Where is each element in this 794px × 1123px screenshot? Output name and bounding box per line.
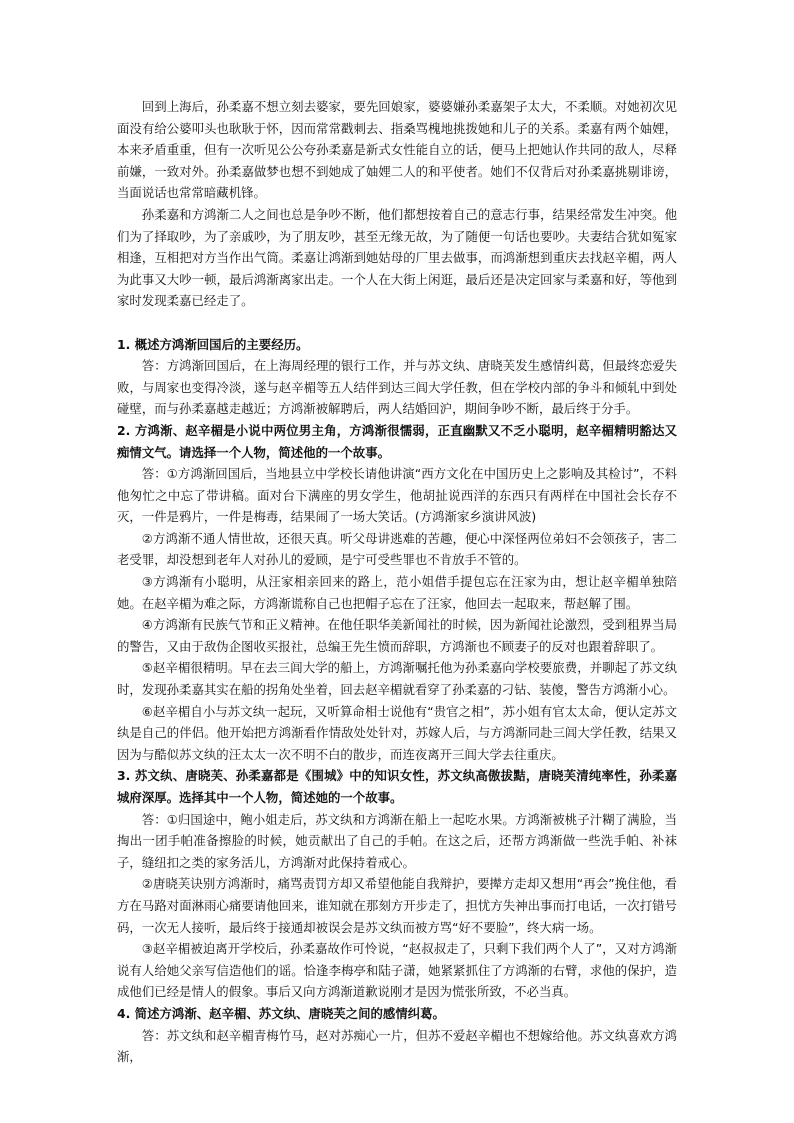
question-4: 4. 简述方鸿渐、赵辛楣、苏文纨、唐晓芙之间的感情纠葛。 [117, 1005, 445, 1021]
answer-4-1: 答：苏文纨和赵辛楣青梅竹马，赵对苏痴心一片，但苏不爱赵辛楣也不想嫁给他。苏文纨喜欢方鸿渐， [117, 1027, 677, 1065]
intro-paragraph-2: 孙柔嘉和方鸿渐二人之间也总是争吵不断，他们都想按着自己的意志行事，结果经常发生冲突。他们为了择取吵，为了亲戚吵，为了朋友吵，甚至无缘无故，为了随便一句话也要吵。夫妻结合犹如冤家相逢，互相把对方当作出气筒。柔嘉让鸿渐到她姑母的厂里去做事，而鸿渐想到重庆去找赵辛楣，两人为此事又大吵一顿，最后鸿渐离家出走。一个人在大街上闲逛，最后还是决定回家与柔嘉和好，等他到家时发现柔嘉已经走了。 [117, 206, 677, 309]
spacer [117, 312, 677, 334]
intro-paragraph-1: 回到上海后，孙柔嘉不想立刻去婆家，要先回娘家，婆婆嫌孙柔嘉架子太大，不柔顺。对她初次见面没有给公婆叩头也耿耿于怀，因而常常戳刺去、指桑骂槐地挑拨她和儿子的关系。柔嘉有两个妯娌，本来矛盾重重，但有一次听见公公夸孙柔嘉是新式女性能自立的话，便马上把她认作共同的敌人，尽释前嫌，一致对外。孙柔嘉做梦也想不到她成了妯娌二人的和平使者。她们不仅背后对孙柔嘉挑剔诽谤，当面说话也常常暗藏机锋。 [117, 99, 677, 201]
answer-2-1: 答：①方鸿渐回国后，当地县立中学校长请他讲演“西方文化在中国历史上之影响及其检讨”，不料他匆忙之中忘了带讲稿。面对台下满座的男女学生，他胡扯说西洋的东西只有两样在中国社会长存不灭，一件是鸦片，一件是梅毒，结果闹了一场大笑话。(方鸿渐家乡演讲风波) [117, 466, 677, 525]
answer-2-6: ⑥赵辛楣自小与苏文纨一起玩，又听算命相士说他有“贵官之相”，苏小姐有官太太命，便认定苏文纨是自己的伴侣。他开始把方鸿渐看作情敌处处针对，苏嫁人后，与方鸿渐同赴三闾大学任教，结果又因为与酷似苏文纨的汪太太一次不明不白的散步，而连夜离开三闾大学去往重庆。 [117, 703, 677, 762]
answer-2-2: ②方鸿渐不通人情世故，还很天真。听父母讲逃难的苦趣，便心中深怪两位弟妇不会领孩子，害二老受罪，却没想到老年人对孙儿的爱顾，是宁可受些罪也不肯放手不管的。 [117, 530, 677, 568]
question-2: 2. 方鸿渐、赵辛楣是小说中两位男主角，方鸿渐很懦弱，正直幽默又不乏小聪明，赵辛楣精明豁达又痴情文气。请选择一个人物，简述他的一个故事。 [117, 422, 677, 460]
document-page [117, 96, 677, 1068]
answer-2-4: ④方鸿渐有民族气节和正义精神。在他任职华美新闻社的时候，因为新闻社论激烈，受到租界当局的警告，又由于敌伪企图收买报社，总编王先生愤而辞职，方鸿渐也不顾妻子的反对也跟着辞职了。 [117, 617, 677, 654]
answer-1: 答：方鸿渐回国后，在上海周经理的银行工作，并与苏文纨、唐晓芙发生感情纠葛，但最终恋爱失败，与周家也变得冷淡，遂与赵辛楣等五人结伴到达三闾大学任教，但在学校内部的争斗和倾轧中到处碰壁，而与孙柔嘉越走越近；方鸿渐被解聘后，两人结婚回沪，期间争吵不断，最后终于分手。 [117, 358, 677, 417]
answer-3-3: ③赵辛楣被迫离开学校后，孙柔嘉故作可怜说，“赵叔叔走了，只剩下我们两个人了”，又对方鸿渐说有人给她父亲写信造他们的谣。恰逢李梅亭和陆子潇，她紧紧抓住了方鸿渐的右臂，求他的保护，造成他们已经是情人的假象。事后又向方鸿渐道歉说刚才是因为慌张所致，不必当真。 [117, 941, 677, 1000]
question-3: 3. 苏文纨、唐晓芙、孙柔嘉都是《围城》中的知识女性，苏文纨高傲拔黠，唐晓芙清纯率性，孙柔嘉城府深厚。选择其中一个人物，简述她的一个故事。 [117, 768, 677, 805]
question-1: 1. 概述方鸿渐回国后的主要经历。 [117, 336, 309, 352]
answer-3-1: 答：①归国途中，鲍小姐走后，苏文纨和方鸿渐在船上一起吃水果。方鸿渐被桃子汁糊了满脸，当掏出一团手帕准备擦脸的时候，她贡献出了自己的手帕。在这之后，还帮方鸿渐做一些洗手帕、补袜子，缝纽扣之类的家务活儿，方鸿渐对此保持着戒心。 [117, 811, 677, 870]
answer-2-3: ③方鸿渐有小聪明，从汪家相亲回来的路上，范小姐借手提包忘在汪家为由，想让赵辛楣单独陪她。在赵辛楣为难之际，方鸿渐谎称自己也把帽子忘在了汪家，他回去一起取来，帮赵解了围。 [117, 574, 677, 611]
answer-2-5: ⑤赵辛楣很精明。早在去三闾大学的船上，方鸿渐嘱托他为孙柔嘉向学校要旅费，并聊起了苏文纨时，发现孙柔嘉其实在船的拐角处坐着，回去赵辛楣就看穿了孙柔嘉的刁钻、装傻，警告方鸿渐小心。 [117, 660, 677, 698]
answer-3-2: ②唐晓芙诀别方鸿渐时，痛骂责罚方却又希望他能自我辩护，要撵方走却又想用“再会”挽住他，看方在马路对面淋雨心痛要请他回来，谁知就在那刻方开步走了，担忧方失神出事而打电话，一次打错号码，一次无人接听，最后终于接通却被误会是苏文纨而被方骂“好不要脸”，终大病一场。 [117, 876, 677, 935]
